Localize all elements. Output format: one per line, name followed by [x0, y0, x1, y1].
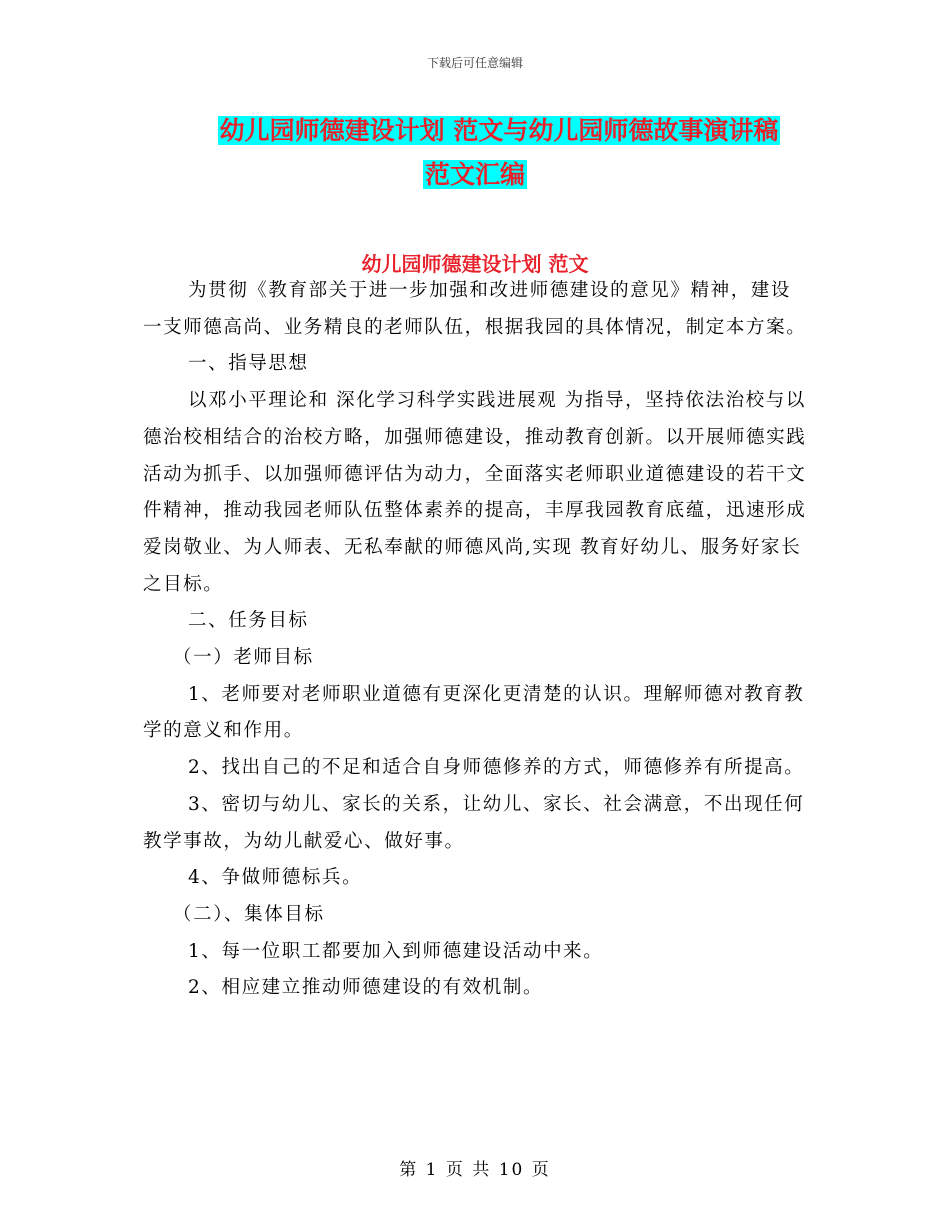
list-item-teacher-goal-3: 3、密切与幼儿、家长的关系，让幼儿、家长、社会满意，不出现任何教学事故，为幼儿献爱心、做好事。 [143, 793, 805, 852]
list-item-teacher-goal-1: 1、老师要对老师职业道德有更深化更清楚的认识。理解师德对教育教学的意义和作用。 [143, 683, 805, 742]
subheading-collective-goals: （二）、集体目标 [173, 903, 325, 925]
list-item-collective-goal-2: 2、相应建立推动师德建设的有效机制。 [188, 977, 544, 999]
document-body [143, 273, 807, 1007]
paragraph-intro: 为贯彻《教育部关于进一步加强和改进师德建设的意见》精神，建设一支师德高尚、业务精良的老师队伍，根据我园的具体情况，制定本方案。 [143, 280, 807, 338]
document-title-line-2-text: 范文汇编 [424, 160, 525, 189]
page-number-footer: 第 1 页 共 10 页 [399, 1160, 551, 1180]
subheading-teacher-goals: （一）老师目标 [173, 647, 314, 669]
list-item-teacher-goal-2: 2、找出自己的不足和适合自身师德修养的方式，师德修养有所提高。 [188, 757, 805, 779]
list-item-collective-goal-1: 1、每一位职工都要加入到师德建设活动中来。 [188, 940, 604, 962]
document-title-line-1 [0, 114, 950, 148]
heading-guiding-ideology: 一、指导思想 [188, 353, 309, 375]
list-item-teacher-goal-4: 4、争做师德标兵。 [188, 867, 363, 889]
header-note: 下载后可任意编辑 [426, 56, 523, 70]
paragraph-guiding-ideology: 以邓小平理论和 深化学习科学实践进展观 为指导，坚持依法治校与以德治校相结合的治校方略，加强师德建设，推动教育创新。以开展师德实践活动为抓手、以加强师德评估为动力，全面落实老师职业道德建设的若干文件精神，推动我园老师队伍整体素养的提高，丰厚我园教育底蕴，迅速形成爱岗敬业、为人师表、无私奉献的师德风尚,实现 教育好幼儿、服务好家长 之目标。 [143, 390, 807, 595]
heading-task-goals: 二、任务目标 [188, 610, 309, 632]
document-title-line-1-text: 幼儿园师德建设计划 范文与幼儿园师德故事演讲稿 [219, 116, 779, 145]
section-title: 幼儿园师德建设计划 范文 [361, 252, 589, 276]
document-title-line-2 [0, 158, 950, 192]
